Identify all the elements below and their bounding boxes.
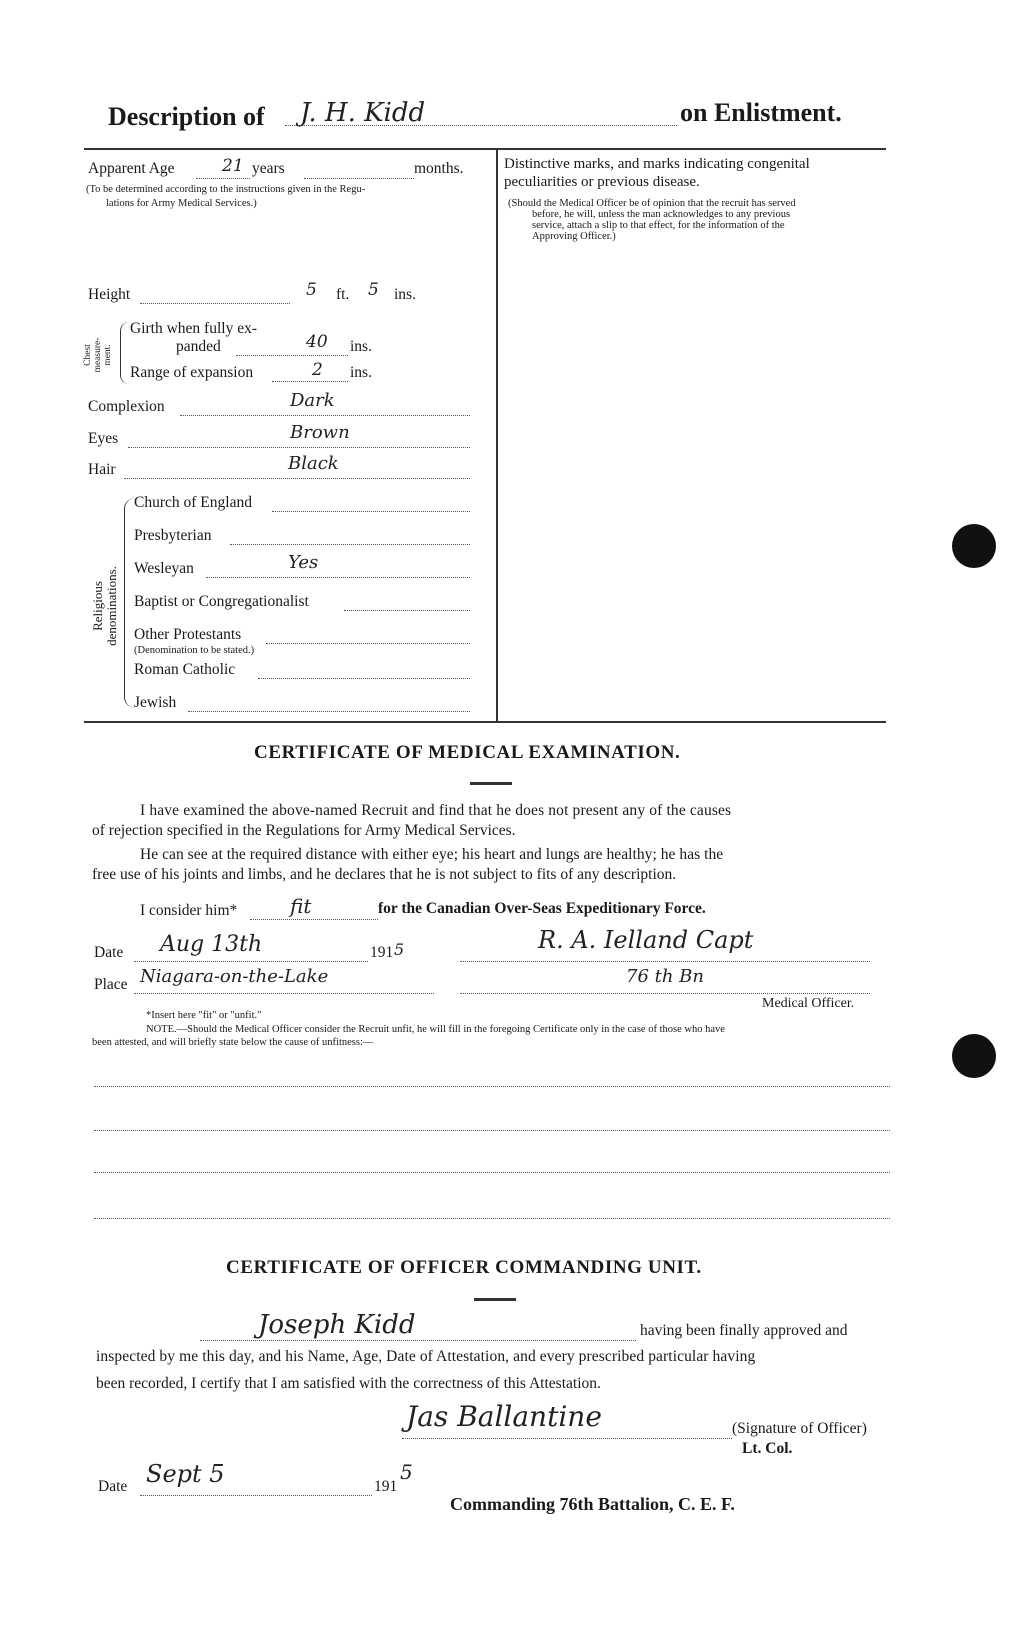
other-note: (Denomination to be stated.) (134, 645, 255, 656)
unfitness-line-1 (94, 1086, 890, 1087)
jewish-line (188, 711, 470, 712)
range-ins-label: ins. (350, 364, 372, 381)
hair-line (124, 478, 470, 479)
presbyterian-line (230, 544, 470, 545)
punch-hole-bottom (952, 1034, 996, 1078)
girth-ins-label: ins. (350, 338, 372, 355)
range-value: 2 (312, 360, 323, 380)
wesleyan-value: Yes (288, 552, 319, 573)
commanding-date-value: Sept 5 (146, 1460, 225, 1488)
range-line (272, 381, 348, 382)
wesleyan-label: Wesleyan (134, 560, 194, 577)
unit-line (460, 993, 870, 994)
hair-label: Hair (88, 461, 116, 478)
range-label: Range of expansion (130, 364, 254, 381)
years-label: years (252, 160, 285, 177)
marks-line-1: Distinctive marks, and marks indicating congenital (504, 156, 810, 172)
unfitness-line-4 (94, 1218, 890, 1219)
other-line (266, 643, 470, 644)
chest-label-1: Chest (83, 344, 93, 366)
place-value: Niagara-on-the-Lake (140, 966, 329, 987)
complexion-label: Complexion (88, 398, 165, 415)
medical-date-line (134, 961, 368, 962)
height-in-value: 5 (368, 280, 379, 300)
commanding-line-1-tail: having been finally approved and (640, 1322, 848, 1339)
medical-p1-line-2: of rejection specified in the Regulations for Army Medical Services. (92, 822, 516, 839)
height-label: Height (88, 286, 131, 303)
commanding-date-line (140, 1495, 372, 1496)
marks-note-1: (Should the Medical Officer be of opinion that the recruit has served (508, 198, 796, 209)
medical-year-prefix: 191 (370, 944, 394, 961)
unfitness-line-3 (94, 1172, 890, 1173)
place-line (134, 993, 434, 994)
place-label: Place (94, 976, 128, 993)
commanding-title: CERTIFICATE OF OFFICER COMMANDING UNIT. (226, 1257, 702, 1278)
commanding-officer-signature: Jas Ballantine (406, 1400, 602, 1433)
header-prefix: Description of (108, 102, 265, 131)
header-suffix: on Enlistment. (680, 98, 842, 127)
medical-title: CERTIFICATE OF MEDICAL EXAMINATION. (254, 742, 681, 763)
months-label: months. (414, 160, 464, 177)
baptist-label: Baptist or Congregationalist (134, 593, 309, 610)
commanding-date-label: Date (98, 1478, 128, 1495)
catholic-line (258, 678, 470, 679)
eyes-value: Brown (290, 422, 350, 443)
medical-signature-line (460, 961, 870, 962)
months-line (304, 178, 414, 179)
roman-catholic-label: Roman Catholic (134, 661, 236, 678)
marks-line-2: peculiarities or previous disease. (504, 174, 700, 190)
commanding-line-2: inspected by me this day, and his Name, Age, Date of Attestation, and every prescribed particular having (96, 1348, 756, 1365)
medical-title-rule (470, 782, 512, 785)
commanding-year-prefix: 191 (374, 1478, 398, 1495)
religion-label-1: Religious (90, 581, 105, 631)
church-line (272, 511, 470, 512)
medical-date-label: Date (94, 944, 124, 961)
height-in-label: ins. (394, 286, 416, 303)
medical-p2-line-1: He can see at the required distance with either eye; his heart and lungs are healthy; he has the (140, 846, 724, 863)
commanding-unit-label: Commanding 76th Battalion, C. E. F. (450, 1494, 735, 1514)
medical-p2-line-2: free use of his joints and limbs, and he declares that he is not subject to fits of any description. (92, 866, 677, 883)
medical-officer-signature: R. A. Ielland Capt (538, 926, 754, 954)
girth-label-2: panded (176, 338, 221, 355)
girth-label-1: Girth when fully ex- (130, 320, 257, 337)
girth-line (236, 355, 348, 356)
church-of-england-label: Church of England (134, 494, 252, 511)
commanding-year-digit: 5 (400, 1460, 413, 1484)
unfit-note-2: been attested, and will briefly state below the cause of unfitness:— (92, 1037, 374, 1048)
marks-note-3: service, attach a slip to that effect, for the information of the (532, 220, 785, 231)
chest-label-2: measure- (93, 337, 103, 373)
marks-note-4: Approving Officer.) (532, 231, 616, 242)
header-name-line (285, 125, 677, 126)
medical-p1-line-1: I have examined the above-named Recruit and find that he does not present any of the causes (140, 802, 732, 819)
chest-brace (120, 322, 129, 384)
age-note-line-1: (To be determined according to the instructions given in the Regu- (86, 184, 366, 195)
unfit-note-1: NOTE.—Should the Medical Officer consider the Recruit unfit, he will fill in the foregoing Certificate only in the case of those who have (146, 1024, 725, 1035)
fit-value: fit (290, 894, 312, 918)
medical-officer-label: Medical Officer. (762, 996, 855, 1011)
medical-year-digit: 5 (394, 940, 405, 959)
complexion-value: Dark (290, 390, 335, 411)
hair-value: Black (288, 453, 339, 474)
recruit-signature-line (200, 1340, 636, 1341)
commanding-title-rule (474, 1298, 516, 1301)
chest-label-3: ment. (103, 344, 113, 366)
top-rule (84, 148, 886, 150)
consider-label: I consider him* (140, 902, 238, 919)
height-line (140, 303, 290, 304)
other-protestants-label: Other Protestants (134, 626, 242, 643)
rank-label: Lt. Col. (742, 1440, 793, 1457)
medical-date-value: Aug 13th (160, 932, 263, 957)
column-divider (496, 148, 498, 722)
recruit-signature: Joseph Kidd (258, 1310, 416, 1340)
age-label: Apparent Age (88, 160, 175, 177)
age-note-line-2: lations for Army Medical Services.) (106, 198, 257, 209)
marks-note-2: before, he will, unless the man acknowledges to any previous (532, 209, 791, 220)
wesleyan-line (206, 577, 470, 578)
commanding-line-3: been recorded, I certify that I am satisfied with the correctness of this Attestation. (96, 1375, 601, 1392)
insert-note: *Insert here "fit" or "unfit." (146, 1010, 262, 1021)
fit-line (250, 919, 378, 920)
medical-unit: 76 th Bn (626, 966, 704, 987)
jewish-label: Jewish (134, 694, 177, 711)
height-ft-label: ft. (336, 286, 350, 303)
eyes-line (128, 447, 470, 448)
chest-measurement-label (83, 335, 113, 375)
religion-label (91, 551, 119, 661)
baptist-line (344, 610, 470, 611)
presbyterian-label: Presbyterian (134, 527, 212, 544)
girth-value: 40 (306, 332, 328, 352)
for-force-label: for the Canadian Over-Seas Expeditionary Force. (378, 900, 706, 917)
age-line (196, 178, 250, 179)
eyes-label: Eyes (88, 430, 119, 447)
religion-label-2: denominations. (104, 566, 119, 646)
height-ft-value: 5 (306, 280, 317, 300)
table-bottom-rule (84, 721, 886, 723)
punch-hole-top (952, 524, 996, 568)
age-value: 21 (222, 156, 244, 176)
header-name: J. H. Kidd (300, 98, 426, 128)
complexion-line (180, 415, 470, 416)
officer-signature-line (402, 1438, 732, 1439)
signature-of-officer-label: (Signature of Officer) (732, 1420, 867, 1437)
unfitness-line-2 (94, 1130, 890, 1131)
